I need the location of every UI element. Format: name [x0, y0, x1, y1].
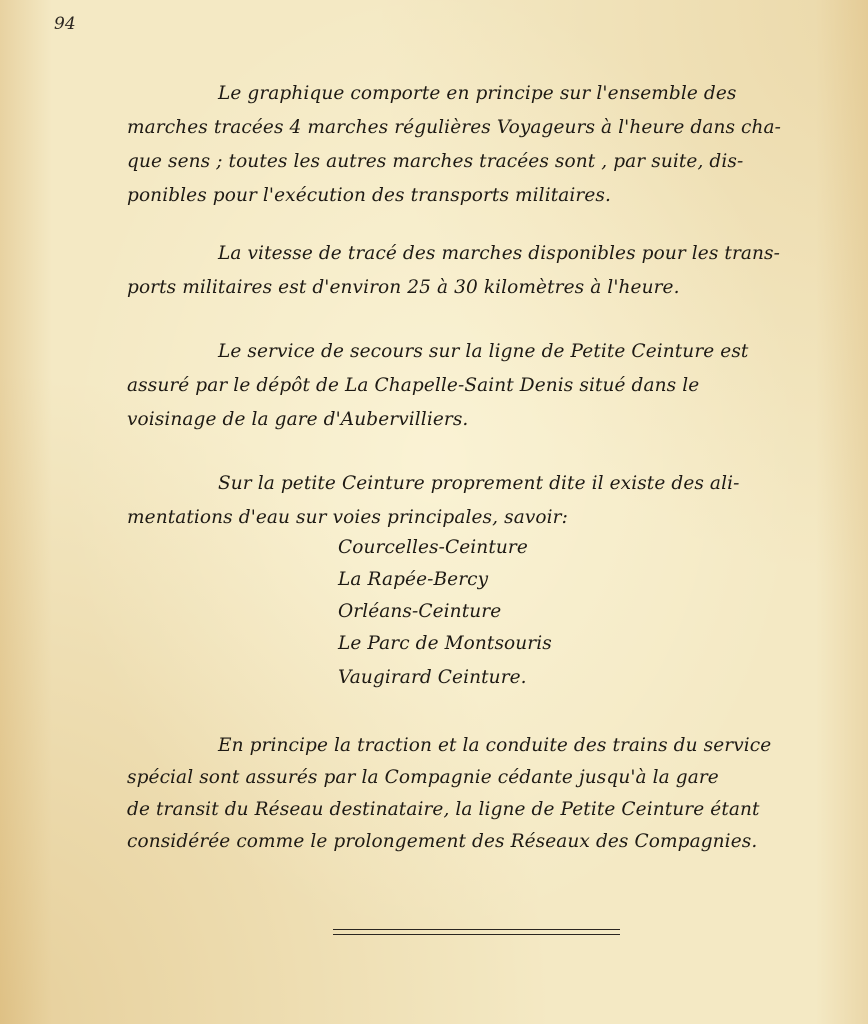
water-station-item: La Rapée-Bercy — [338, 569, 489, 590]
paragraph-1-line-1: Le graphique comporte en principe sur l'ensemble des — [218, 83, 737, 104]
paragraph-3-line-3: voisinage de la gare d'Aubervilliers. — [127, 409, 469, 430]
paragraph-5-line-1: En principe la traction et la conduite des trains du service — [218, 735, 772, 756]
water-station-item: Le Parc de Montsouris — [338, 633, 552, 654]
closing-rule-top — [333, 929, 620, 930]
paragraph-1-line-2: marches tracées 4 marches régulières Voyageurs à l'heure dans cha- — [127, 117, 781, 138]
paragraph-4-line-2: mentations d'eau sur voies principales, savoir: — [127, 507, 568, 528]
paragraph-1-line-4: ponibles pour l'exécution des transports militaires. — [127, 185, 611, 206]
water-station-item: Orléans-Ceinture — [338, 601, 502, 622]
paragraph-1-line-3: que sens ; toutes les autres marches tracées sont , par suite, dis- — [127, 151, 744, 172]
paragraph-3-line-2: assuré par le dépôt de La Chapelle-Saint Denis situé dans le — [127, 375, 700, 396]
paragraph-2-line-2: ports militaires est d'environ 25 à 30 kilomètres à l'heure. — [127, 277, 680, 298]
paragraph-4-line-1: Sur la petite Ceinture proprement dite il existe des ali- — [218, 473, 740, 494]
water-station-item: Vaugirard Ceinture. — [338, 667, 527, 688]
paragraph-2-line-1: La vitesse de tracé des marches disponibles pour les trans- — [218, 243, 780, 264]
paragraph-5-line-3: de transit du Réseau destinataire, la ligne de Petite Ceinture étant — [127, 799, 760, 820]
paragraph-5-line-2: spécial sont assurés par la Compagnie cédante jusqu'à la gare — [127, 767, 719, 788]
paragraph-3-line-1: Le service de secours sur la ligne de Petite Ceinture est — [218, 341, 749, 362]
page-number: 94 — [54, 14, 76, 34]
closing-rule-bottom — [333, 934, 620, 935]
paragraph-5-line-4: considérée comme le prolongement des Réseaux des Compagnies. — [127, 831, 758, 852]
water-station-item: Courcelles-Ceinture — [338, 537, 528, 558]
